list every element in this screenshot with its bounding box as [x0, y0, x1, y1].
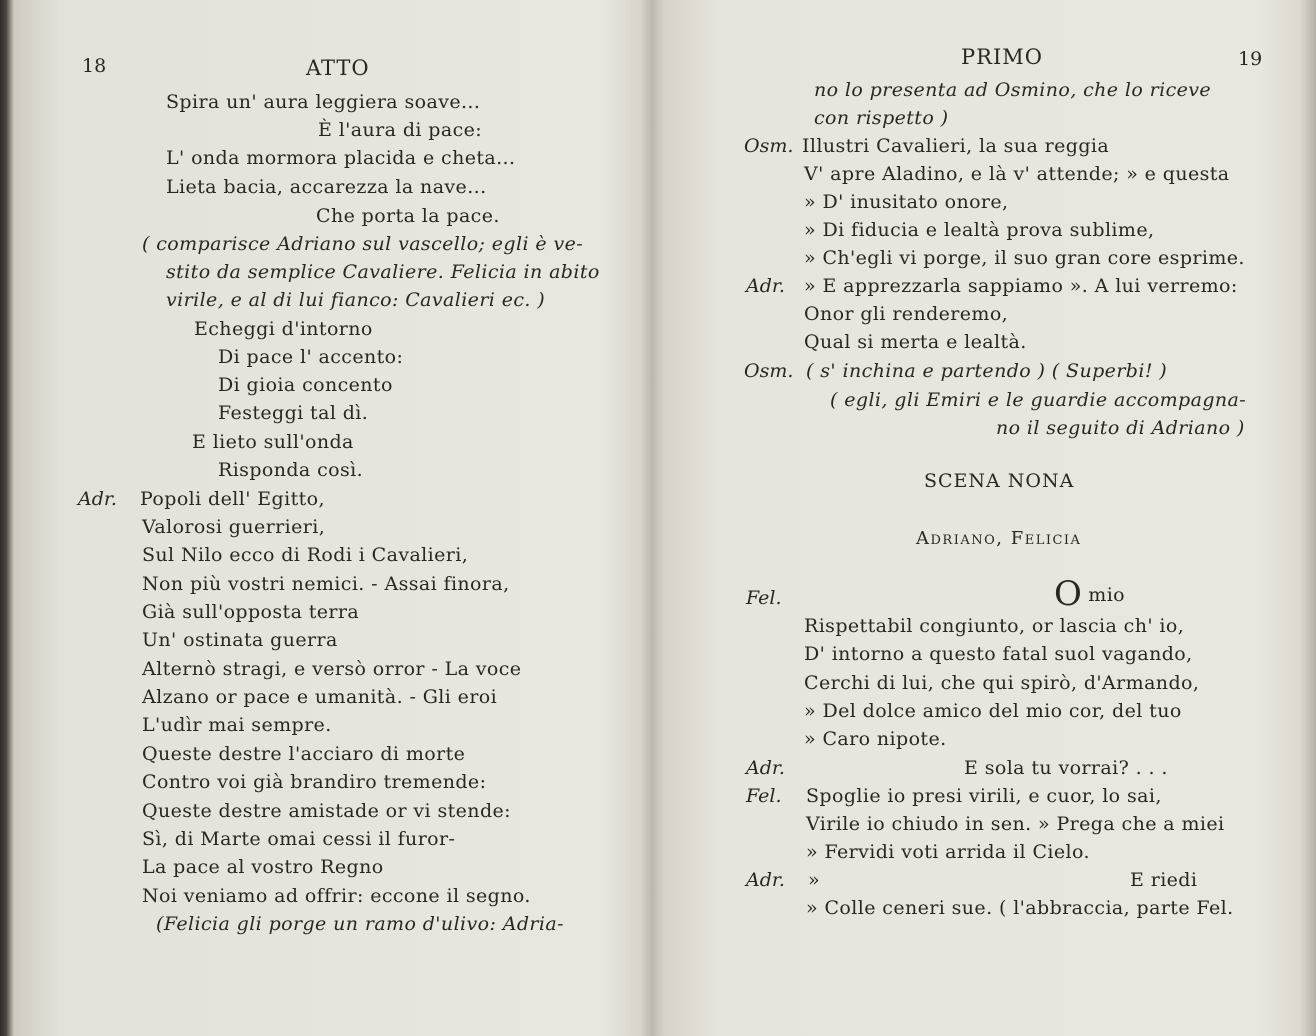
verse-line: » Ch'egli vi porge, il suo gran core esprime.: [804, 247, 1245, 269]
stage-direction: ( comparisce Adriano sul vascello; egli è ve-: [142, 233, 584, 255]
scene-title: SCENA NONA: [924, 470, 1075, 492]
speaker-fel: Fel.: [746, 587, 782, 609]
verse-line: » Caro nipote.: [804, 728, 947, 750]
verse-line: Popoli dell' Egitto,: [140, 488, 325, 510]
verse-line: Risponda così.: [218, 459, 364, 481]
verse-line: [1054, 576, 1125, 613]
verse-line: Che porta la pace.: [316, 205, 500, 227]
verse-line: Sì, di Marte omai cessi il furor-: [142, 828, 456, 850]
verse-line: » E apprezzarla sappiamo ». A lui verremo:: [804, 275, 1238, 297]
verse-line: La pace al vostro Regno: [142, 856, 384, 878]
scene-characters: Adriano, Felicia: [916, 528, 1082, 549]
speaker-osm: Osm.: [744, 135, 794, 157]
verse-line: E riedi: [1130, 869, 1198, 891]
page-number-right: 19: [1238, 48, 1263, 70]
stage-direction: no il seguito di Adriano ): [996, 417, 1245, 439]
verse-line: Qual si merta e lealtà.: [804, 331, 1027, 353]
verse-word: mio: [1088, 584, 1126, 606]
verse-line: » D' inusitato onore,: [804, 191, 1009, 213]
verse-line: Contro voi già brandiro tremende:: [142, 771, 487, 793]
verse-line: V' apre Aladino, e là v' attende; » e questa: [804, 163, 1230, 185]
verse-line: Spira un' aura leggiera soave...: [166, 91, 481, 113]
verse-line: Alternò stragi, e versò orror - La voce: [142, 658, 522, 680]
verse-line: » Del dolce amico del mio cor, del tuo: [804, 700, 1182, 722]
verse-line: Lieta bacia, accarezza la nave...: [166, 176, 487, 198]
verse-line: Un' ostinata guerra: [142, 629, 338, 651]
verse-line: » Colle ceneri sue. ( l'abbraccia, parte Fel.: [806, 897, 1234, 919]
speaker-adr: Adr.: [746, 869, 785, 891]
stage-direction: virile, e al di lui fianco: Cavalieri ec. ): [166, 289, 546, 311]
running-header-left: ATTO: [306, 56, 370, 80]
verse-line: E lieto sull'onda: [192, 431, 354, 453]
verse-line: Rispettabil congiunto, or lascia ch' io,: [804, 615, 1185, 637]
verse-line: Cerchi di lui, che qui spirò, d'Armando,: [804, 672, 1200, 694]
verse-line: Non più vostri nemici. - Assai finora,: [142, 573, 510, 595]
stage-direction: con rispetto ): [814, 107, 949, 129]
verse-line: Già sull'opposta terra: [142, 601, 360, 623]
verse-line: Echeggi d'intorno: [194, 318, 373, 340]
verse-line: Di pace l' accento:: [218, 346, 404, 368]
stage-direction: no lo presenta ad Osmino, che lo riceve: [814, 79, 1212, 101]
speaker-adr: Adr.: [78, 488, 117, 510]
quote-mark: »: [808, 869, 821, 891]
stage-direction: (Felicia gli porge un ramo d'ulivo: Adria-: [156, 913, 564, 935]
speaker-osm: Osm.: [744, 360, 794, 382]
page-number-left: 18: [82, 55, 107, 77]
verse-line: Illustri Cavalieri, la sua reggia: [802, 135, 1110, 157]
verse-line: L' onda mormora placida e cheta...: [166, 147, 516, 169]
left-page: [0, 0, 652, 1036]
verse-line: » Di fiducia e lealtà prova sublime,: [804, 219, 1155, 241]
speaker-adr: Adr.: [746, 275, 785, 297]
verse-line: Festeggi tal dì.: [218, 402, 369, 424]
verse-line: » Fervidi voti arrida il Cielo.: [806, 841, 1090, 863]
verse-line: E sola tu vorrai? . . .: [964, 757, 1168, 779]
verse-line: Di gioia concento: [218, 374, 393, 396]
speaker-fel: Fel.: [746, 785, 782, 807]
running-header-right: PRIMO: [961, 45, 1043, 69]
stage-direction: ( s' inchina e partendo ) ( Superbi! ): [806, 360, 1168, 382]
verse-line: Virile io chiudo in sen. » Prega che a miei: [806, 813, 1225, 835]
verse-line: D' intorno a questo fatal suol vagando,: [804, 643, 1193, 665]
drop-initial: O: [1054, 574, 1083, 614]
stage-direction: stito da semplice Cavaliere. Felicia in abito: [166, 261, 600, 283]
verse-line: Valorosi guerrieri,: [142, 516, 326, 538]
verse-line: Spoglie io presi virili, e cuor, lo sai,: [806, 785, 1162, 807]
right-page: [652, 0, 1316, 1036]
verse-line: È l'aura di pace:: [318, 119, 483, 141]
verse-line: Alzano or pace e umanità. - Gli eroi: [142, 686, 498, 708]
verse-line: Queste destre amistade or vi stende:: [142, 800, 511, 822]
speaker-adr: Adr.: [746, 757, 785, 779]
stage-direction: ( egli, gli Emiri e le guardie accompagna-: [830, 389, 1247, 411]
verse-line: Sul Nilo ecco di Rodi i Cavalieri,: [142, 544, 469, 566]
verse-line: Noi veniamo ad offrir: eccone il segno.: [142, 885, 531, 907]
verse-line: Queste destre l'acciaro di morte: [142, 743, 466, 765]
verse-line: L'udìr mai sempre.: [142, 714, 332, 736]
verse-line: Onor gli renderemo,: [804, 303, 1009, 325]
